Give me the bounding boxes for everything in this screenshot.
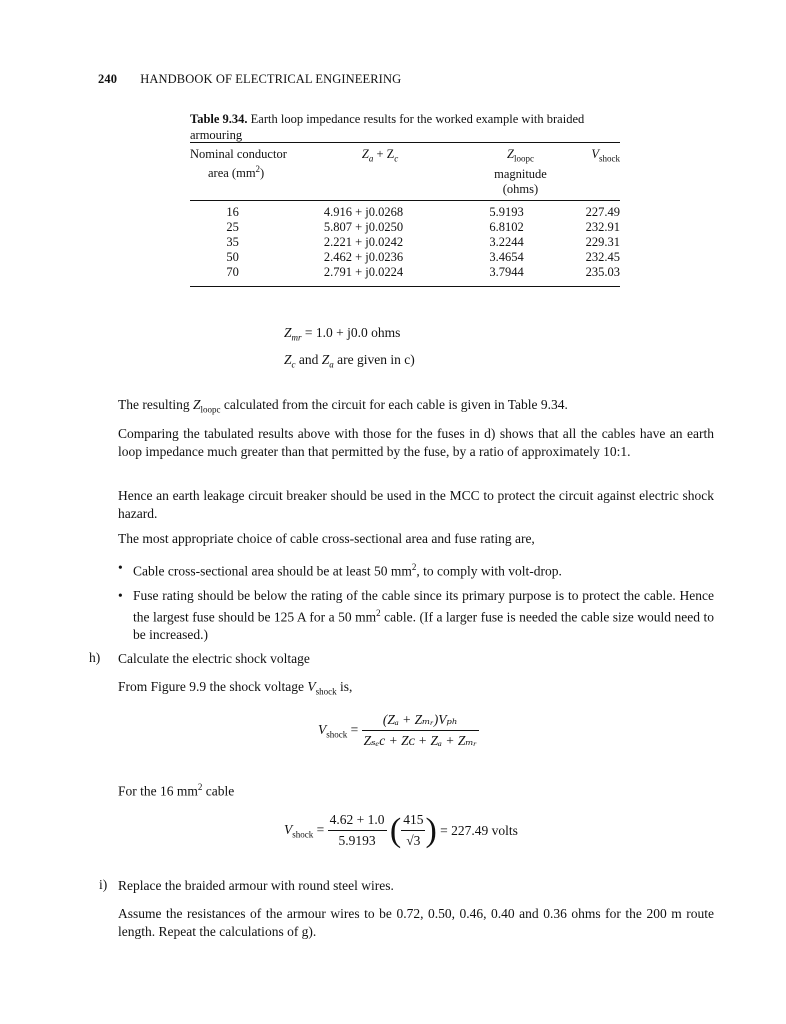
bullet-dot: • [118,560,123,575]
left-paren: ( [389,811,402,849]
paragraph-16mm-cable: For the 16 $mm^2$ cable [118,782,235,799]
table-caption [190,111,620,143]
table-label: Table 9.34. [190,112,248,126]
section-i-title: Replace the braided armour with round steel wires. [118,878,394,893]
book-title: HANDBOOK OF ELECTRICAL ENGINEERING [140,72,402,86]
paragraph-comparison: Comparing the tabulated results above with those for the fuses in d) shows that all the cables have an earth loop impedance much greater than that permitted by the fuse, by a ratio of approximately 10:1. [118,426,714,459]
equation-vshock-calc: $V_{shock}$ = $\frac{4.62 + 1.0}{5.9193}$ ( $\frac{415}{√3}$ ) = 227.49 volts [284,811,518,849]
table-row: 35 2.221 + j0.0242 3.2244 229.31 [226,234,620,249]
paragraph-choice: The most appropriate choice of cable cross-sectional area and fuse rating are, [118,531,535,546]
section-h-label: h) [89,650,101,665]
table-row: 25 5.807 + j0.0250 6.8102 232.91 [226,219,620,234]
running-header [98,72,401,87]
paragraph-elcb: Hence an earth leakage circuit breaker should be used in the MCC to protect the circuit against electric shock hazard. [118,488,714,521]
equation-vshock-formula: $V_{shock}$ = $\frac{\text{(Zₐ + Zₘᵣ)Vₚₕ}}{\text{Zₛₑc + Zᴄ + Zₐ + Zₘᵣ}}$ [318,712,477,748]
phase-fraction: $\frac{415}{√3}$ [403,812,424,848]
col-header-area: Nominal conductor area $(mm^2)$ [190,143,310,201]
col-header-impedance: $Z_a + Z_c$ [310,143,455,201]
bullet-fuse-rating: • Fuse rating should be below the rating of the cable since its primary purpose is to protect the cable. Hence the largest fuse should be 125 A for a 50 $mm^2$ cable. (If a larger fuse is needed the cable size would need to be increased.) [118,588,715,642]
vshock-fraction: $\frac{\text{(Zₐ + Zₘᵣ)Vₚₕ}}{\text{Zₛₑc + Zᴄ + Zₐ + Zₘᵣ}}$ [363,712,477,748]
col-header-zloop: $Z_{loopc}$ magnitude (ohms) [455,143,585,201]
equation-zmr: $Z_{mr} = 1.0 + j0.0$ ohms [284,325,401,343]
paragraph-resulting-zloop: The resulting $Z_{loopc}$ calculated from the circuit for each cable is given in Table 9.34. [118,397,568,415]
table-caption-text: Earth loop impedance results for the worked example with braided armouring [190,112,585,142]
calc-fraction: $\frac{4.62 + 1.0}{5.9193}$ [329,812,385,848]
paragraph-shock-voltage: From Figure 9.9 the shock voltage $V_{shock}$ is, [118,679,353,697]
page-number: 240 [98,72,118,86]
results-table [190,142,620,287]
table-row: 50 2.462 + j0.0236 3.4654 232.45 [226,249,620,264]
equation-zc-za-note: $Z_c$ and $Z_a$ are given in c) [284,352,415,370]
table-row: 16 4.916 + j0.0268 5.9193 227.49 [226,204,620,219]
bullet-cross-section: • Cable cross-sectional area should be at least 50 $mm^2$, to comply with volt-drop. [118,560,562,579]
col-header-vshock: $V_{shock}$ [586,143,620,201]
bullet-dot: • [118,588,123,603]
table-header-row [190,143,620,201]
right-paren: ) [425,811,437,849]
section-i-label: i) [99,877,108,892]
section-h-title: Calculate the electric shock voltage [118,651,310,666]
paragraph-armour-wires: Assume the resistances of the armour wires to be 0.72, 0.50, 0.46, 0.40 and 0.36 ohms for the 200 m route length. Repeat the calculations of g). [118,906,714,939]
table-row: 70 2.791 + j0.0224 3.7944 235.03 [190,265,620,287]
